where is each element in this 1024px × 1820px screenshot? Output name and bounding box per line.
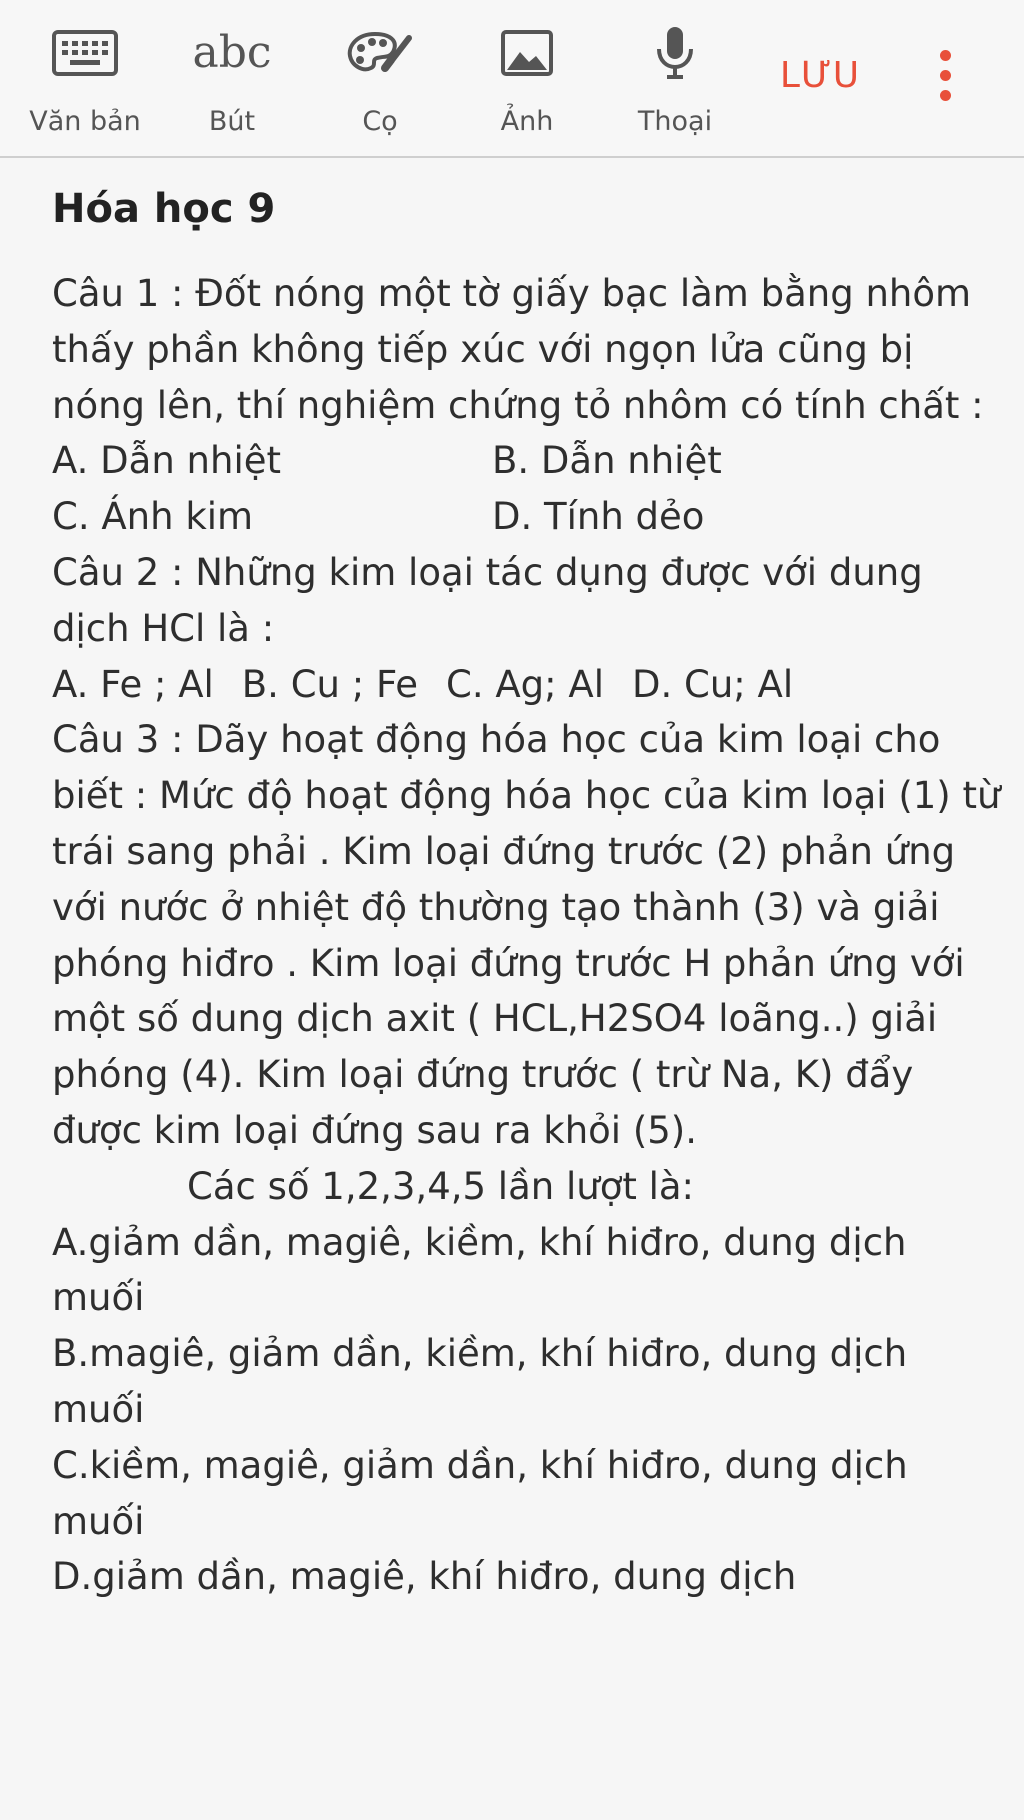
tool-brush[interactable]	[305, 18, 455, 148]
tool-image-label: Ảnh	[500, 106, 554, 137]
question-1-options-row-1	[52, 433, 1002, 489]
question-3-text: Câu 3 : Dãy hoạt động hóa học của kim loại cho biết : Mức độ hoạt động hóa học của kim loại (1) từ trái sang phải . Kim loại đứng trước (2) phản ứng với nước ở nhiệt độ thường tạo thành (3) và giải phóng hiđro . Kim loại đứng trước H phản ứng với một số dung dịch axit ( HCL,H2SO4 loãng..) giải phóng (4). Kim loại đứng trước ( trừ Na, K) đẩy được kim loại đứng sau ra khỏi (5).	[52, 718, 1001, 1152]
question-1-text: Câu 1 : Đốt nóng một tờ giấy bạc làm bằng nhôm thấy phần không tiếp xúc với ngọn lửa cũng bị nóng lên, thí nghiệm chứng tỏ nhôm có tính chất :	[52, 272, 984, 427]
microphone-icon	[653, 18, 697, 88]
tool-text[interactable]	[10, 18, 160, 148]
option: C. Ánh kim	[52, 495, 254, 539]
tool-pen-label: Bút	[208, 106, 256, 137]
option: B. Dẫn nhiệt	[492, 439, 722, 483]
note-body[interactable]	[52, 172, 1002, 1605]
option: C.kiềm, magiê, giảm dần, khí hiđro, dung dịch muối	[52, 1443, 908, 1543]
palette-brush-icon	[345, 18, 415, 88]
question-2-options	[52, 657, 1002, 713]
note-title: Hóa học 9	[52, 186, 276, 232]
option: B.magiê, giảm dần, kiềm, khí hiđro, dung dịch muối	[52, 1332, 908, 1431]
option: A.giảm dần, magiê, kiềm, khí hiđro, dung dịch muối	[52, 1220, 907, 1320]
more-vertical-icon[interactable]	[935, 50, 955, 110]
image-icon	[501, 18, 553, 88]
option: D. Tính dẻo	[492, 495, 705, 539]
save-button[interactable]: LƯU	[779, 55, 861, 96]
tool-text-label: Văn bản	[29, 106, 141, 137]
tool-image[interactable]	[452, 18, 602, 148]
question-2-text: Câu 2 : Những kim loại tác dụng được với dung dịch HCl là :	[52, 550, 923, 650]
keyboard-icon	[52, 18, 118, 88]
pen-glyph: abc	[192, 27, 272, 78]
option: A. Dẫn nhiệt	[52, 439, 282, 483]
option: B. Cu ; Fe	[241, 662, 418, 706]
option: D. Cu; Al	[631, 662, 794, 706]
note-toolbar	[0, 0, 1024, 158]
question-1-options-row-2	[52, 489, 1002, 545]
tool-voice[interactable]	[600, 18, 750, 148]
abc-pen-icon	[192, 18, 271, 88]
tool-pen[interactable]	[157, 18, 307, 148]
question-3-prompt: Các số 1,2,3,4,5 lần lượt là:	[187, 1164, 695, 1208]
option: A. Fe ; Al	[52, 662, 214, 706]
tool-brush-label: Cọ	[362, 106, 398, 137]
option: D.giảm dần, magiê, khí hiđro, dung dịch	[52, 1555, 797, 1599]
tool-voice-label: Thoại	[637, 106, 713, 137]
option: C. Ag; Al	[446, 662, 604, 706]
